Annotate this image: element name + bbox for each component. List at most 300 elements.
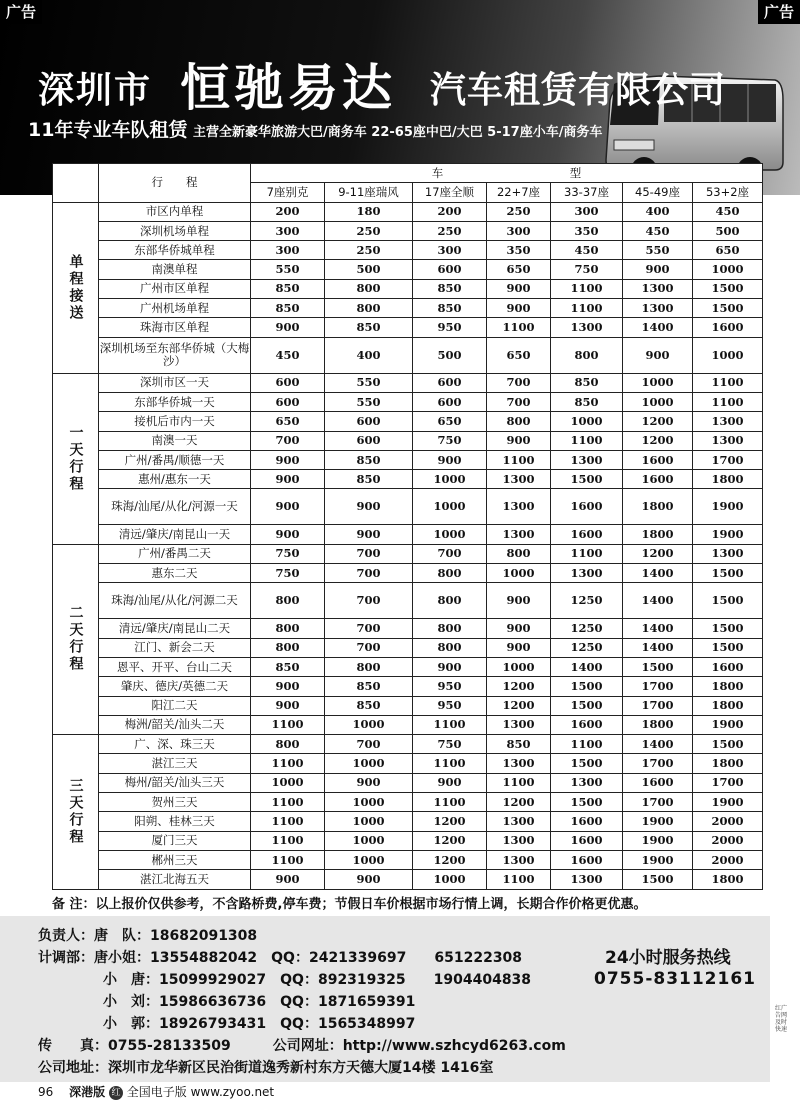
route-cell: 深圳市区一天 (99, 373, 251, 392)
price-cell: 300 (551, 202, 623, 221)
route-cell: 清远/肇庆/南昆山一天 (99, 525, 251, 544)
price-cell: 800 (413, 583, 487, 619)
price-cell: 1250 (551, 583, 623, 619)
price-cell: 1900 (623, 850, 693, 869)
price-cell: 1600 (623, 470, 693, 489)
price-cell: 1600 (551, 812, 623, 831)
price-cell: 1100 (551, 431, 623, 450)
price-cell: 500 (413, 337, 487, 373)
route-header: 行 程 (99, 164, 251, 203)
price-cell: 450 (551, 241, 623, 260)
route-cell: 广州/番禺二天 (99, 544, 251, 563)
price-cell: 1200 (487, 696, 551, 715)
price-cell: 1300 (623, 299, 693, 318)
price-cell: 650 (487, 260, 551, 279)
ad-label-left: 广告 (0, 0, 42, 24)
price-cell: 1600 (551, 525, 623, 544)
price-cell: 850 (325, 696, 413, 715)
table-row (53, 831, 763, 850)
price-cell: 850 (325, 470, 413, 489)
price-cell: 1300 (551, 450, 623, 469)
price-cell: 1300 (693, 431, 763, 450)
price-cell: 1200 (623, 544, 693, 563)
price-cell: 300 (251, 241, 325, 260)
price-cell: 850 (251, 657, 325, 676)
price-cell: 400 (325, 337, 413, 373)
price-cell: 1600 (623, 773, 693, 792)
price-cell: 900 (251, 677, 325, 696)
price-cell: 800 (251, 583, 325, 619)
price-cell: 900 (487, 638, 551, 657)
price-cell: 850 (413, 279, 487, 298)
price-cell: 1100 (413, 754, 487, 773)
price-cell: 1000 (251, 773, 325, 792)
table-row (53, 525, 763, 544)
price-cell: 1500 (551, 696, 623, 715)
slogan: 11年专业车队租赁 (28, 119, 188, 141)
title-city: 深圳市 (38, 69, 153, 111)
price-cell: 250 (487, 202, 551, 221)
price-cell: 1000 (325, 850, 413, 869)
price-cell: 900 (251, 489, 325, 525)
price-cell: 700 (413, 544, 487, 563)
route-cell: 珠海市区单程 (99, 318, 251, 337)
price-cell: 1000 (413, 525, 487, 544)
table-row (53, 318, 763, 337)
price-cell: 600 (325, 412, 413, 431)
price-cell: 1400 (623, 564, 693, 583)
price-cell: 550 (251, 260, 325, 279)
price-cell: 800 (551, 337, 623, 373)
price-cell: 900 (325, 525, 413, 544)
contact-line: 小 唐：15099929027 QQ：892319325 1904404838 (103, 972, 532, 988)
vehicle-col-header: 9-11座瑞风 (325, 183, 413, 202)
price-cell: 1000 (551, 412, 623, 431)
price-cell: 2000 (693, 831, 763, 850)
route-cell: 梅州/韶关/汕头三天 (99, 773, 251, 792)
price-cell: 850 (551, 392, 623, 411)
price-cell: 650 (487, 337, 551, 373)
route-cell: 惠州/惠东一天 (99, 470, 251, 489)
price-cell: 250 (325, 221, 413, 240)
price-cell: 850 (325, 318, 413, 337)
price-cell: 1500 (551, 677, 623, 696)
price-cell: 800 (251, 735, 325, 754)
table-row (53, 870, 763, 889)
price-cell: 900 (325, 870, 413, 889)
route-cell: 东部华侨城单程 (99, 241, 251, 260)
ad-label-right: 广告 (758, 0, 800, 24)
price-cell: 1100 (487, 450, 551, 469)
route-cell: 南澳一天 (99, 431, 251, 450)
price-cell: 550 (325, 373, 413, 392)
price-cell: 1900 (693, 525, 763, 544)
price-cell: 800 (325, 299, 413, 318)
price-cell: 1700 (623, 793, 693, 812)
price-cell: 900 (325, 773, 413, 792)
price-cell: 1600 (551, 831, 623, 850)
price-cell: 1800 (623, 715, 693, 734)
vehicle-col-header: 53+2座 (693, 183, 763, 202)
price-cell: 1000 (623, 373, 693, 392)
route-cell: 深圳机场单程 (99, 221, 251, 240)
price-cell: 1500 (693, 299, 763, 318)
price-cell: 1300 (487, 489, 551, 525)
page-number: 96 (38, 1085, 54, 1099)
table-row (53, 735, 763, 754)
price-cell: 1800 (693, 677, 763, 696)
price-cell: 1100 (413, 715, 487, 734)
route-cell: 惠东二天 (99, 564, 251, 583)
price-cell: 1500 (551, 793, 623, 812)
price-cell: 300 (251, 221, 325, 240)
route-cell: 广州/番禺/顺德一天 (99, 450, 251, 469)
price-cell: 1000 (413, 489, 487, 525)
price-cell: 1700 (623, 696, 693, 715)
price-cell: 400 (623, 202, 693, 221)
price-cell: 1700 (693, 450, 763, 469)
price-cell: 900 (623, 337, 693, 373)
price-cell: 1900 (693, 715, 763, 734)
price-cell: 1000 (325, 812, 413, 831)
price-cell: 1500 (693, 279, 763, 298)
price-cell: 1900 (623, 812, 693, 831)
price-cell: 1000 (325, 754, 413, 773)
edition: 深港版 (69, 1085, 106, 1099)
contact-line: 小 郭：18926793431 QQ：1565348997 (103, 1016, 416, 1032)
price-cell: 900 (487, 431, 551, 450)
category-label: 单程接送 (53, 202, 99, 373)
price-cell: 1200 (623, 412, 693, 431)
table-row (53, 638, 763, 657)
price-cell: 1200 (623, 431, 693, 450)
price-cell: 950 (413, 677, 487, 696)
price-cell: 700 (325, 735, 413, 754)
route-cell: 广州机场单程 (99, 299, 251, 318)
price-cell: 1500 (693, 564, 763, 583)
price-cell: 1000 (325, 831, 413, 850)
price-cell: 1100 (551, 544, 623, 563)
vehicle-group-header: 车 型 (251, 164, 763, 183)
price-cell: 1200 (413, 831, 487, 850)
table-row (53, 583, 763, 619)
category-label: 二天行程 (53, 544, 99, 734)
price-cell: 1800 (693, 754, 763, 773)
price-cell: 1200 (413, 850, 487, 869)
table-row (53, 450, 763, 469)
price-cell: 900 (413, 773, 487, 792)
price-cell: 200 (251, 202, 325, 221)
route-cell: 郴州三天 (99, 850, 251, 869)
route-cell: 珠海/汕尾/从化/河源一天 (99, 489, 251, 525)
price-cell: 250 (413, 221, 487, 240)
vehicle-col-header: 33-37座 (551, 183, 623, 202)
footer-site: 全国电子版 www.zyoo.net (126, 1085, 275, 1099)
title-company: 汽车租赁有限公司 (430, 69, 727, 111)
price-cell: 1100 (551, 279, 623, 298)
services: 主营全新豪华旅游大巴/商务车 22-65座中巴/大巴 5-17座小车/商务车 (193, 125, 603, 140)
table-row (53, 412, 763, 431)
table-row (53, 221, 763, 240)
price-cell: 1400 (623, 318, 693, 337)
price-cell: 1300 (487, 754, 551, 773)
price-cell: 850 (325, 677, 413, 696)
price-cell: 1000 (413, 870, 487, 889)
price-cell: 1500 (693, 735, 763, 754)
contact-line: 计调部：唐小姐：13554882042 QQ：2421339697 651222308 (38, 950, 523, 966)
table-row (53, 544, 763, 563)
price-cell: 1300 (623, 279, 693, 298)
price-cell: 350 (487, 241, 551, 260)
price-cell: 350 (551, 221, 623, 240)
table-row (53, 677, 763, 696)
corner-cell (53, 164, 99, 203)
price-cell: 1500 (623, 657, 693, 676)
price-cell: 800 (413, 638, 487, 657)
route-cell: 广、深、珠三天 (99, 735, 251, 754)
price-cell: 300 (413, 241, 487, 260)
price-cell: 1700 (623, 754, 693, 773)
table-row (53, 299, 763, 318)
vehicle-col-header: 17座全顺 (413, 183, 487, 202)
price-cell: 900 (487, 279, 551, 298)
price-cell: 650 (413, 412, 487, 431)
route-cell: 阳江二天 (99, 696, 251, 715)
price-cell: 1000 (693, 337, 763, 373)
price-cell: 750 (413, 431, 487, 450)
price-cell: 1400 (551, 657, 623, 676)
price-cell: 1100 (551, 735, 623, 754)
contact-line: 公司地址：深圳市龙华新区民治街道逸秀新村东方天德大厦14楼 1416室 (38, 1060, 494, 1076)
hong-badge-icon: 红 (109, 1086, 123, 1100)
price-cell: 300 (487, 221, 551, 240)
vehicle-col-header: 45-49座 (623, 183, 693, 202)
price-cell: 500 (693, 221, 763, 240)
price-cell: 1100 (251, 812, 325, 831)
price-cell: 750 (251, 544, 325, 563)
price-cell: 900 (251, 450, 325, 469)
price-cell: 450 (251, 337, 325, 373)
price-cell: 1100 (251, 850, 325, 869)
price-cell: 1800 (693, 470, 763, 489)
price-cell: 1300 (693, 412, 763, 431)
price-cell: 1200 (413, 812, 487, 831)
route-cell: 接机后市内一天 (99, 412, 251, 431)
price-cell: 850 (325, 450, 413, 469)
table-row (53, 850, 763, 869)
contact-line: 传 真：0755-28133509 公司网址：http://www.szhcyd6263.com (38, 1038, 566, 1054)
price-cell: 850 (487, 735, 551, 754)
price-cell: 1600 (551, 850, 623, 869)
table-row (53, 564, 763, 583)
table-row (53, 657, 763, 676)
route-cell: 南澳单程 (99, 260, 251, 279)
price-cell: 1800 (693, 870, 763, 889)
price-cell: 900 (251, 870, 325, 889)
route-cell: 珠海/汕尾/从化/河源二天 (99, 583, 251, 619)
price-cell: 1700 (623, 677, 693, 696)
price-cell: 1600 (693, 657, 763, 676)
price-cell: 1300 (487, 812, 551, 831)
route-cell: 恩平、开平、台山二天 (99, 657, 251, 676)
table-row (53, 279, 763, 298)
price-cell: 650 (251, 412, 325, 431)
table-row (53, 392, 763, 411)
price-cell: 750 (251, 564, 325, 583)
table-row (53, 812, 763, 831)
price-cell: 850 (551, 373, 623, 392)
price-cell: 1300 (487, 470, 551, 489)
price-cell: 700 (325, 619, 413, 638)
category-label: 三天行程 (53, 735, 99, 889)
price-cell: 800 (487, 412, 551, 431)
price-cell: 1000 (413, 470, 487, 489)
price-cell: 600 (251, 373, 325, 392)
table-row (53, 373, 763, 392)
price-cell: 2000 (693, 850, 763, 869)
price-cell: 1000 (487, 657, 551, 676)
hotline-number: 0755-83112161 (594, 969, 756, 989)
price-cell: 1100 (251, 831, 325, 850)
price-cell: 1250 (551, 638, 623, 657)
price-cell: 1900 (623, 831, 693, 850)
price-cell: 1300 (693, 544, 763, 563)
table-row (53, 337, 763, 373)
price-cell: 1000 (325, 793, 413, 812)
route-cell: 江门、新会二天 (99, 638, 251, 657)
remark: 备 注：以上报价仅供参考，不含路桥费,停车费；节假日车价根据市场行情上调，长期合作价格更优惠。 (52, 897, 647, 912)
price-cell: 800 (251, 619, 325, 638)
price-cell: 1800 (623, 525, 693, 544)
price-cell: 900 (251, 318, 325, 337)
side-note: 红广告网及时快速 (775, 1005, 788, 1033)
price-cell: 800 (251, 638, 325, 657)
route-cell: 东部华侨城一天 (99, 392, 251, 411)
price-cell: 1300 (487, 850, 551, 869)
table-row (53, 202, 763, 221)
price-cell: 650 (693, 241, 763, 260)
price-cell: 550 (623, 241, 693, 260)
price-cell: 800 (413, 564, 487, 583)
price-cell: 1900 (693, 793, 763, 812)
price-cell: 500 (325, 260, 413, 279)
price-cell: 900 (251, 525, 325, 544)
price-cell: 1000 (487, 564, 551, 583)
price-cell: 1000 (325, 715, 413, 734)
table-row (53, 793, 763, 812)
price-cell: 1000 (623, 392, 693, 411)
price-cell: 900 (487, 619, 551, 638)
price-cell: 1200 (487, 677, 551, 696)
price-cell: 750 (413, 735, 487, 754)
route-cell: 湛江北海五天 (99, 870, 251, 889)
price-cell: 1500 (551, 470, 623, 489)
price-cell: 1100 (693, 392, 763, 411)
price-cell: 1200 (487, 793, 551, 812)
route-cell: 广州市区单程 (99, 279, 251, 298)
price-cell: 1600 (693, 318, 763, 337)
price-cell: 800 (413, 619, 487, 638)
price-cell: 1500 (693, 638, 763, 657)
price-cell: 1100 (251, 793, 325, 812)
price-cell: 700 (325, 564, 413, 583)
price-cell: 700 (487, 373, 551, 392)
price-cell: 700 (487, 392, 551, 411)
price-cell: 700 (325, 544, 413, 563)
price-cell: 2000 (693, 812, 763, 831)
price-cell: 1700 (693, 773, 763, 792)
route-cell: 梅洲/韶关/汕头二天 (99, 715, 251, 734)
price-table (52, 163, 763, 890)
price-cell: 1500 (623, 870, 693, 889)
price-cell: 1300 (551, 318, 623, 337)
price-cell: 1400 (623, 583, 693, 619)
price-cell: 1600 (623, 450, 693, 469)
route-cell: 湛江三天 (99, 754, 251, 773)
price-cell: 1400 (623, 735, 693, 754)
table-row (53, 241, 763, 260)
title-brand: 恒驰易达 (180, 58, 396, 117)
price-cell: 1900 (693, 489, 763, 525)
footer (38, 1083, 274, 1100)
price-cell: 800 (325, 657, 413, 676)
price-cell: 1300 (551, 773, 623, 792)
price-cell: 450 (693, 202, 763, 221)
price-cell: 1400 (623, 638, 693, 657)
price-cell: 1300 (551, 564, 623, 583)
price-cell: 800 (325, 279, 413, 298)
price-cell: 1100 (487, 773, 551, 792)
price-cell: 950 (413, 696, 487, 715)
price-cell: 900 (413, 657, 487, 676)
price-cell: 850 (251, 279, 325, 298)
price-cell: 900 (623, 260, 693, 279)
price-cell: 900 (487, 583, 551, 619)
route-cell: 肇庆、德庆/英德二天 (99, 677, 251, 696)
price-cell: 700 (325, 638, 413, 657)
price-cell: 1100 (487, 318, 551, 337)
route-cell: 清远/肇庆/南昆山二天 (99, 619, 251, 638)
price-cell: 1300 (487, 715, 551, 734)
price-cell: 1400 (623, 619, 693, 638)
price-cell: 900 (251, 696, 325, 715)
price-cell: 1600 (551, 489, 623, 525)
price-cell: 1300 (487, 525, 551, 544)
price-cell: 900 (251, 470, 325, 489)
price-cell: 1100 (413, 793, 487, 812)
price-cell: 900 (487, 299, 551, 318)
table-row (53, 431, 763, 450)
table-row (53, 470, 763, 489)
price-cell: 800 (487, 544, 551, 563)
table-row (53, 773, 763, 792)
price-cell: 700 (325, 583, 413, 619)
price-cell: 1500 (551, 754, 623, 773)
price-cell: 1100 (693, 373, 763, 392)
price-cell: 600 (251, 392, 325, 411)
contact-line: 负责人：唐 队：18682091308 (38, 928, 258, 944)
price-cell: 600 (413, 260, 487, 279)
vehicle-col-header: 7座别克 (251, 183, 325, 202)
price-cell: 700 (251, 431, 325, 450)
price-cell: 900 (413, 450, 487, 469)
price-cell: 1100 (251, 754, 325, 773)
price-cell: 1100 (251, 715, 325, 734)
price-cell: 1250 (551, 619, 623, 638)
price-cell: 1600 (551, 715, 623, 734)
price-cell: 180 (325, 202, 413, 221)
table-row (53, 619, 763, 638)
